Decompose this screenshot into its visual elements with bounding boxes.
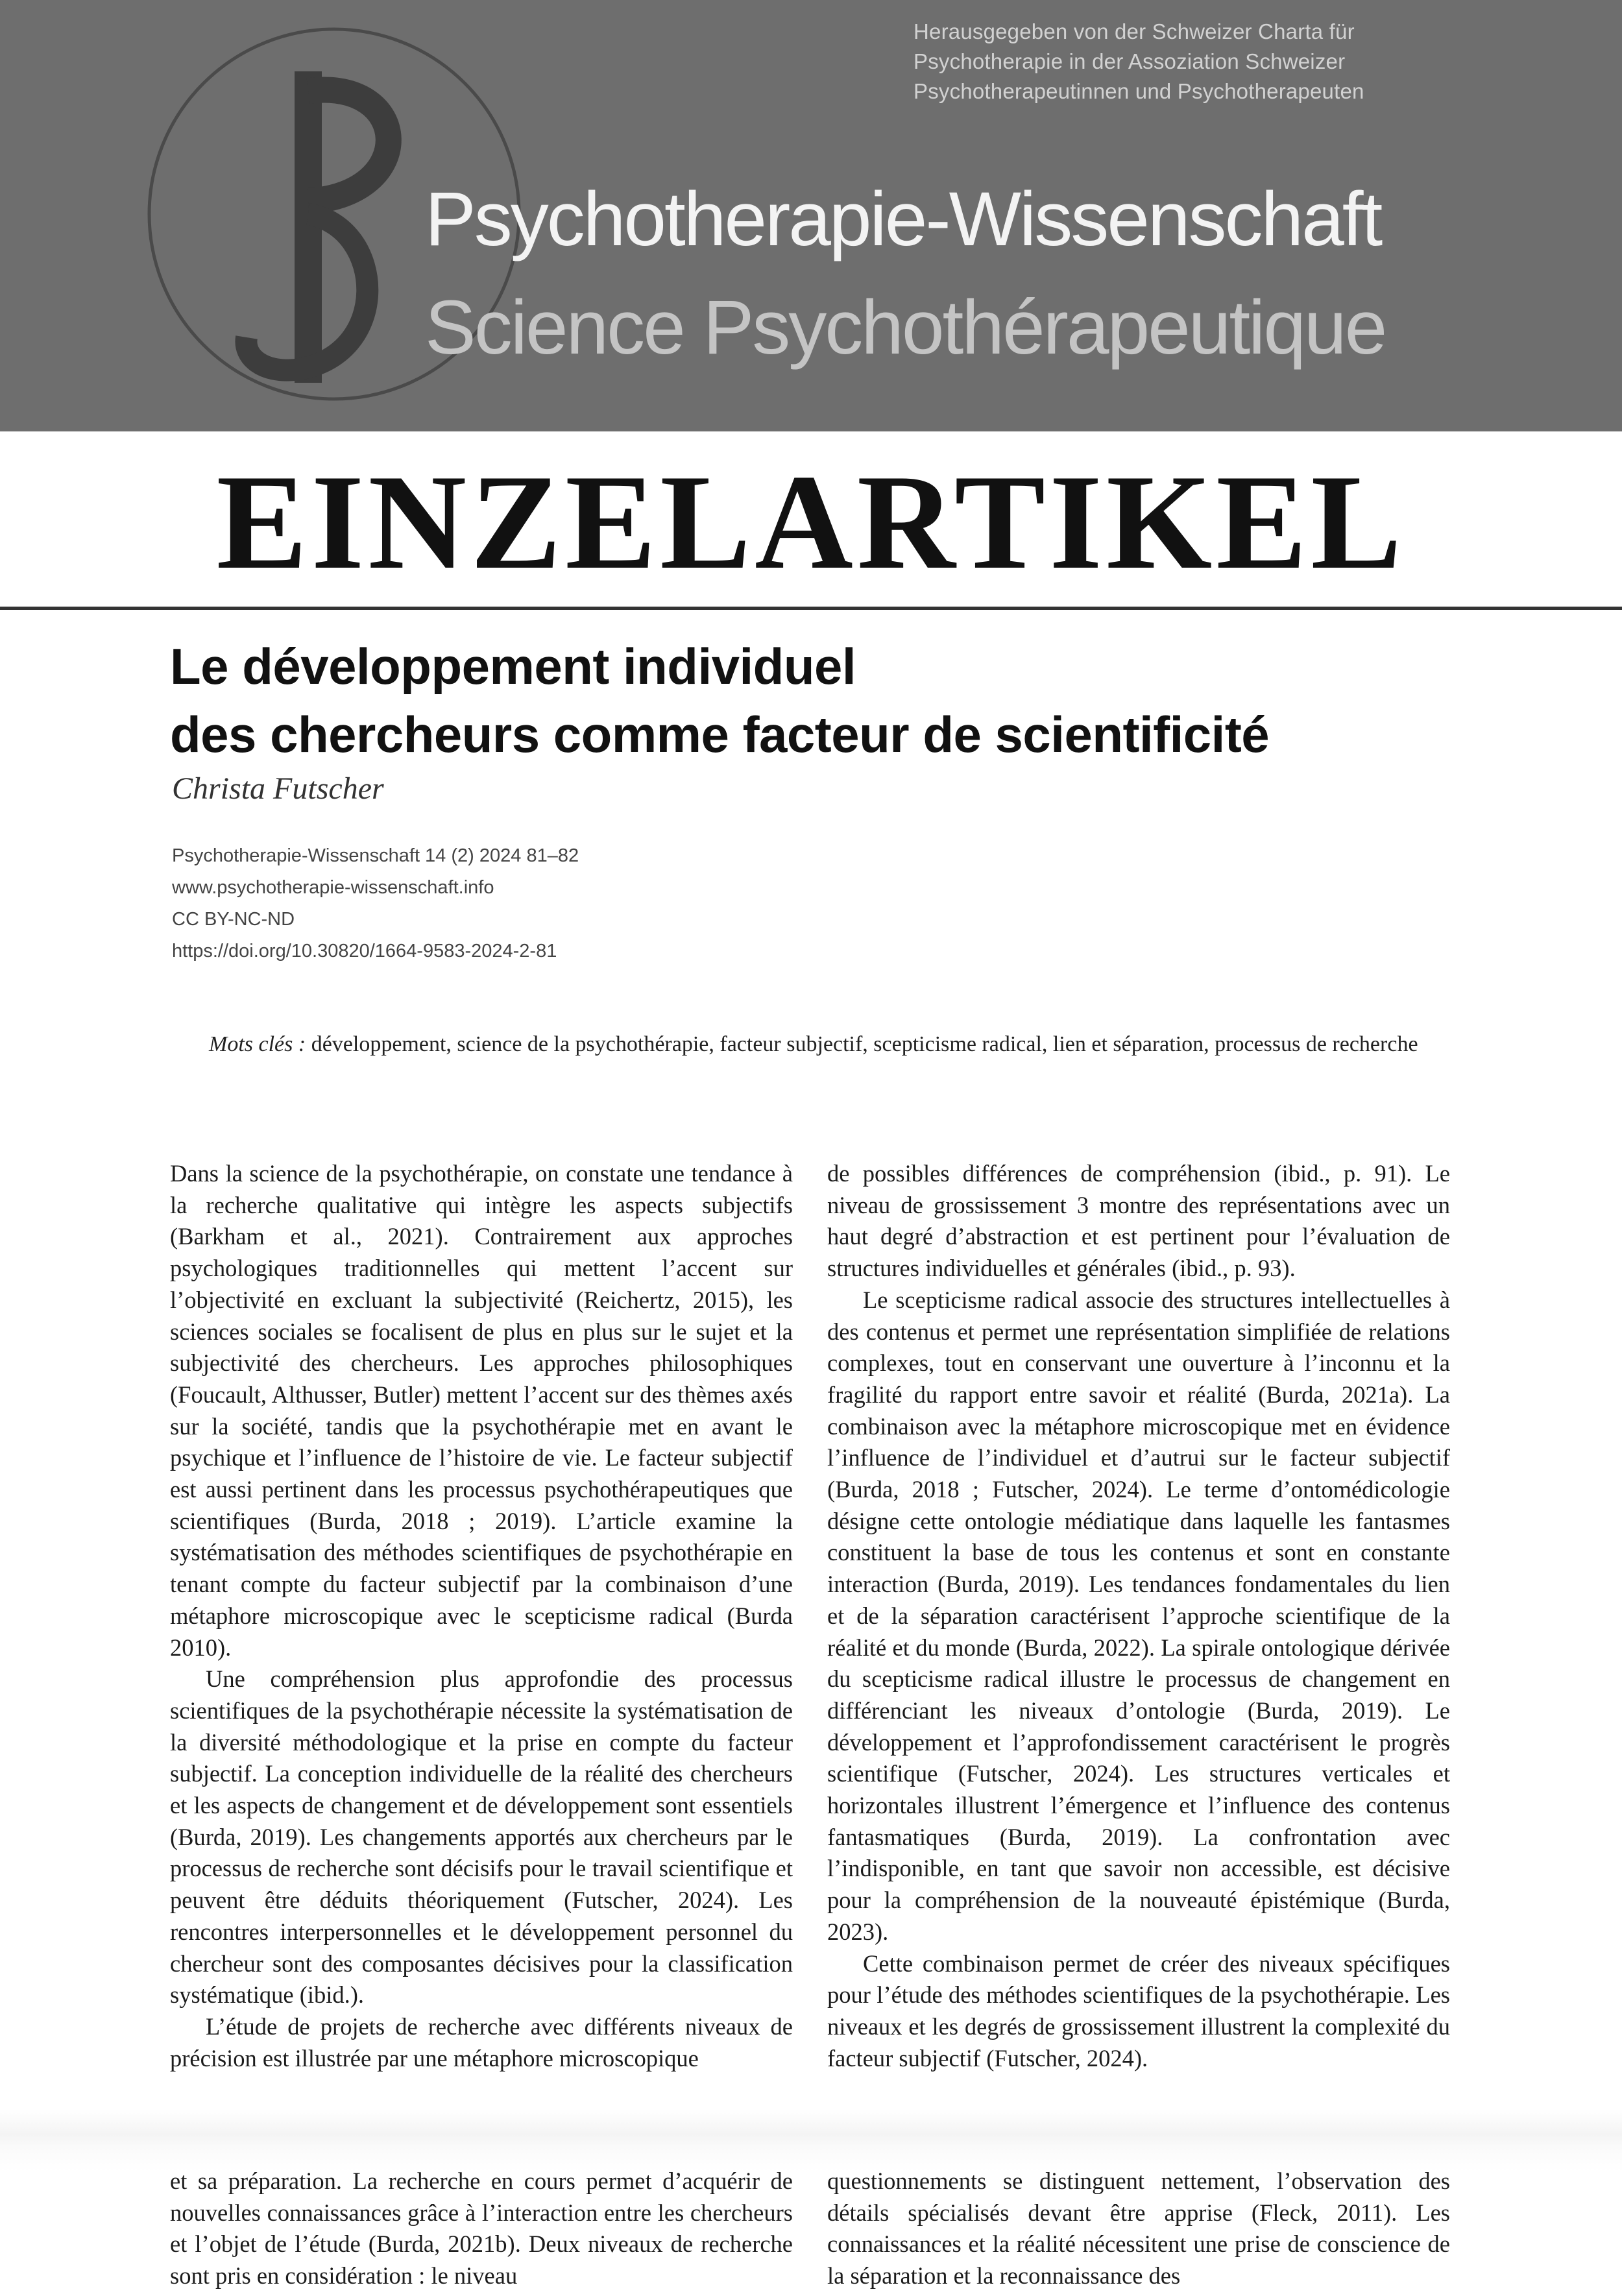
paragraph: Le scepticisme radical associe des structures intellectuelles à des contenus et permet une représentation simplifiée de relations complexes, tout en conservant une ouverture à l’inconnu et la fragilité du rapport entre savoir et réalité (Burda, 2021a). La combinaison avec la métaphore microscopique met en évidence l’influence de l’individuel et d’autrui sur le facteur subjectif (Burda, 2018 ; Futscher, 2024). Le terme d’ontomédicologie désigne cette ontologie médiatique dans laquelle les fantasmes constituent la base de tous les contenus et sont en constante interaction (Burda, 2019). Les tendances fondamentales du lien et de la séparation caractérisent l’approche scientifique de la réalité et du monde (Burda, 2022). La spirale ontologique dérivée du scepticisme radical illustre le processus de changement en différenciant les niveaux d’ontologie (Burda, 2019). Le développement et l’approfondissement caractérisent le progrès scientifique (Futscher, 2024). Les structures verticales et horizontales illustrent l’émergence et l’influence des contenus fantasmatiques (Burda, 2019). La confrontation avec l’indisponible, en tant que savoir non accessible, est décisive pour la compréhension de la nouveauté épistémique (Burda, 2023). bbox=[827, 1286, 1450, 1945]
paragraph: Dans la science de la psychothérapie, on constate une tendance à la recherche qualitative qui intègre les aspects subjectifs (Barkham et al., 2021). Contrairement aux approches psychologiques traditionnelles qui mettent l’accent sur l’objectivité en excluant la subjectivité (Reichertz, 2015), les sciences sociales se focalisent de plus en plus sur le sujet et la subjectivité des chercheurs. Les approches philosophiques (Foucault, Althusser, Butler) mettent l’accent sur des thèmes axés sur la société, tandis que la psychothérapie met en avant le psychique et l’influence de l’histoire de vie. Le facteur subjectif est aussi pertinent dans les processus psychothérapeutiques que scientifiques (Burda, 2018 ; 2019). L’article examine la systématisation des méthodes scientifiques de psychothérapie en tenant compte du facteur subjectif par la combinaison d’une métaphore microscopique avec le scepticisme radical (Burda 2010). bbox=[170, 1160, 793, 1661]
journal-title-german: Psychotherapie-Wissenschaft bbox=[425, 176, 1381, 262]
paragraph: de possibles différences de compréhension (ibid., p. 91). Le niveau de grossissement 3 montre des représentations avec un haut degré d’abstraction et est pertinent pour l’évaluation de structures individuelles et générales (ibid., p. 93). bbox=[827, 1160, 1450, 1282]
publisher-line: Psychotherapie in der Assoziation Schweizer bbox=[914, 49, 1346, 73]
website-link[interactable]: www.psychotherapie-wissenschaft.info bbox=[172, 877, 494, 898]
keywords bbox=[209, 1028, 1429, 1060]
keywords-text: développement, science de la psychothérapie, facteur subjectif, scepticisme radical, lien et séparation, processus de recherche bbox=[311, 1032, 1418, 1056]
paragraph: Cette combinaison permet de créer des niveaux spécifiques pour l’étude des méthodes scientifiques de la psychothérapie. Les niveaux et les degrés de grossissement illustrent la complexité du facteur subjectif (Futscher, 2024). bbox=[827, 1950, 1450, 2072]
article-title-line: des chercheurs comme facteur de scientificité bbox=[170, 706, 1270, 763]
paragraph: et sa préparation. La recherche en cours permet d’acquérir de nouvelles connaissances grâce à l’interaction entre les chercheurs et l’objet de l’étude (Burda, 2021b). Deux niveaux de recherche sont pris en considération : le niveau bbox=[170, 2168, 793, 2290]
publisher-line: Herausgegeben von der Schweizer Charta für bbox=[914, 19, 1355, 43]
page-fold bbox=[0, 2110, 1622, 2171]
journal-title-french: Science Psychothérapeutique bbox=[425, 285, 1386, 370]
article-title-line: Le développement individuel bbox=[170, 638, 856, 695]
publisher-note bbox=[914, 17, 1562, 106]
paragraph: questionnements se distinguent nettement, l’observation des détails spécialisés devant être apprise (Fleck, 2011). Les connaissances et la réalité nécessitent une prise de conscience de la séparation et la reconnaissance des bbox=[827, 2168, 1450, 2290]
license: CC BY-NC-ND bbox=[172, 909, 295, 930]
body-column-left bbox=[170, 1158, 793, 2110]
body-column-right bbox=[827, 1158, 1450, 2110]
paragraph: L’étude de projets de recherche avec différents niveaux de précision est illustrée par une métaphore microscopique bbox=[170, 2012, 793, 2072]
article-title bbox=[170, 633, 1532, 769]
divider bbox=[0, 607, 1622, 610]
article-author: Christa Futscher bbox=[172, 771, 384, 806]
citation: Psychotherapie-Wissenschaft 14 (2) 2024 81–82 bbox=[172, 845, 579, 866]
doi-link[interactable]: https://doi.org/10.30820/1664-9583-2024-2-81 bbox=[172, 941, 557, 961]
journal-header bbox=[0, 0, 1622, 431]
article-meta bbox=[172, 840, 579, 967]
section-banner: EINZELARTIKEL bbox=[216, 447, 1406, 598]
body-column-left-continued bbox=[170, 2166, 793, 2296]
keywords-label: Mots clés : bbox=[209, 1032, 306, 1056]
body-column-right-continued bbox=[827, 2166, 1450, 2296]
paragraph: Une compréhension plus approfondie des processus scientifiques de la psychothérapie nécessite la systématisation de la diversité méthodologique et la prise en compte du facteur subjectif. La conception individuelle de la réalité des chercheurs et les aspects de changement et de développement sont essentiels (Burda, 2019). Les changements apportés aux chercheurs par le processus de recherche sont décisifs pour le travail scientifique et peuvent être déduits théoriquement (Futscher, 2024). Les rencontres interpersonnelles et le développement personnel du chercheur sont des composantes décisives pour la classification systématique (ibid.). bbox=[170, 1665, 793, 2009]
publisher-line: Psychotherapeutinnen und Psychotherapeuten bbox=[914, 79, 1364, 103]
